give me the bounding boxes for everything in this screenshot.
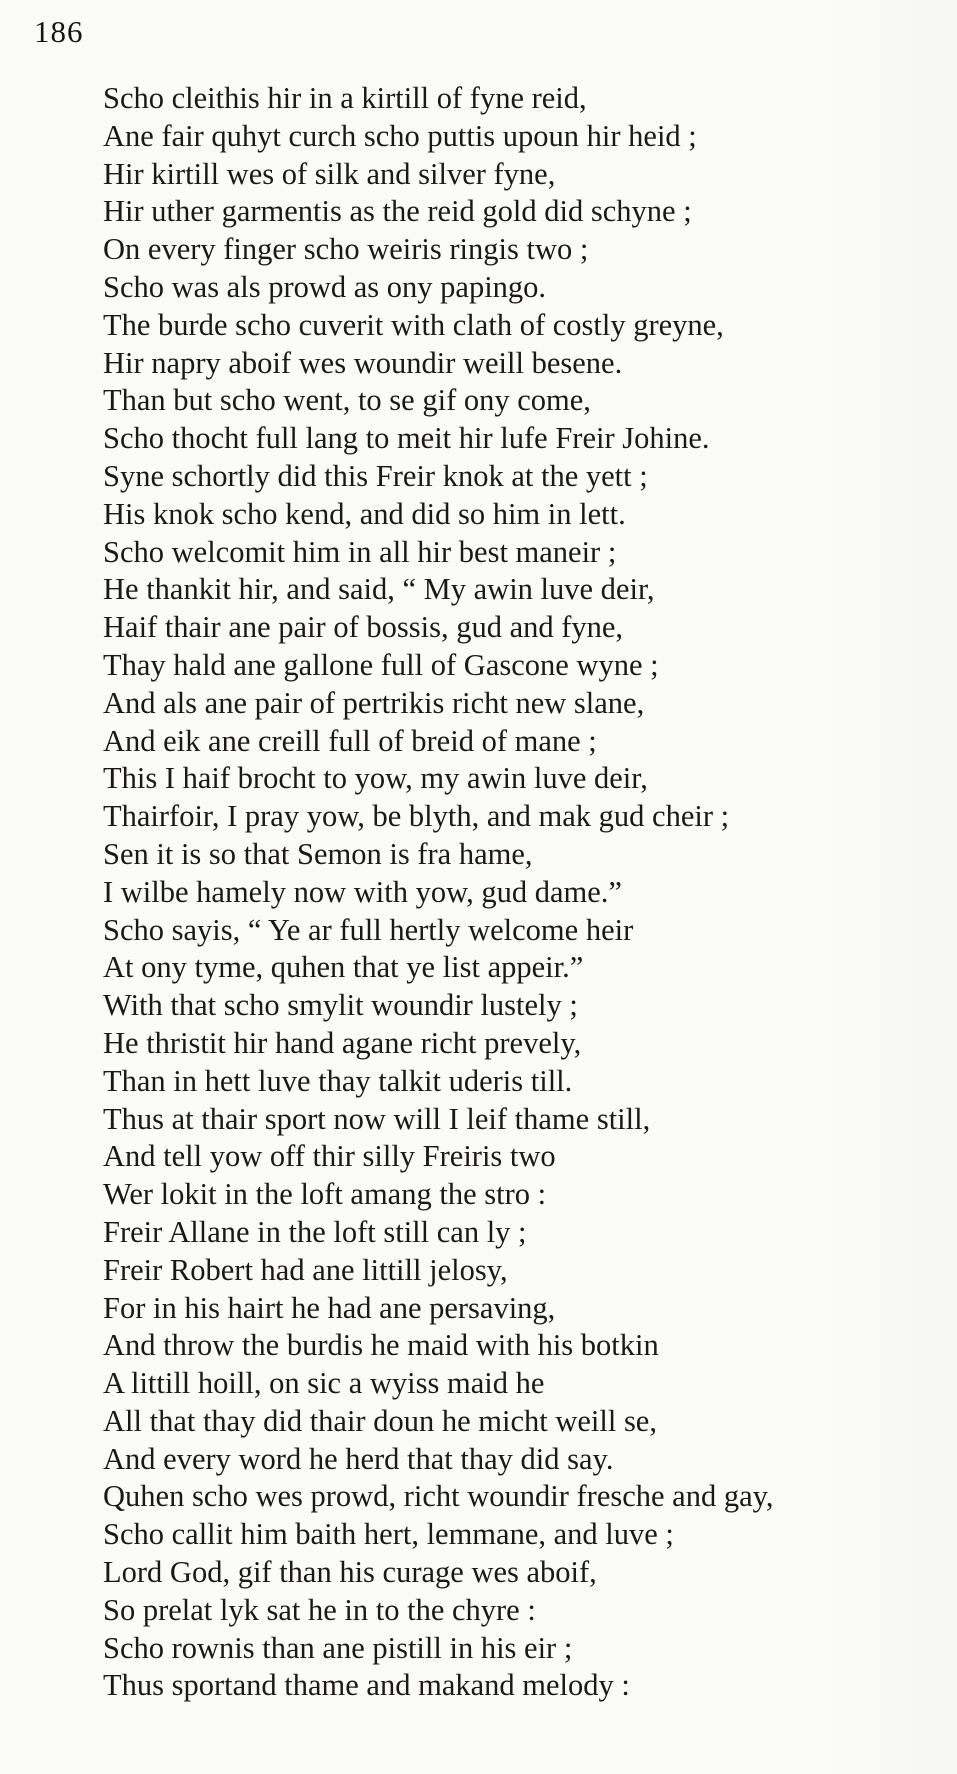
poem-line: Scho sayis, “ Ye ar full hertly welcome heir	[103, 912, 634, 947]
poem-line: Scho rownis than ane pistill in his eir ;	[103, 1630, 573, 1665]
poem-line: Lord God, gif than his curage wes aboif,	[103, 1555, 597, 1590]
poem-line: Thus sportand thame and makand melody :	[103, 1668, 630, 1703]
poem-line: All that thay did thair doun he micht weill se,	[103, 1403, 657, 1438]
poem-line: Scho callit him baith hert, lemmane, and luve ;	[103, 1517, 674, 1552]
poem-line: Scho was als prowd as ony papingo.	[103, 269, 547, 304]
poem-line: Thay hald ane gallone full of Gascone wyne ;	[103, 647, 659, 682]
poem-line: Hir napry aboif wes woundir weill besene.	[103, 345, 623, 380]
poem-line: Thairfoir, I pray yow, be blyth, and mak gud cheir ;	[103, 799, 730, 834]
poem-line: And tell yow off thir silly Freiris two	[103, 1139, 556, 1174]
poem-line: Than in hett luve thay talkit uderis till.	[103, 1063, 573, 1098]
poem-line: Haif thair ane pair of bossis, gud and fyne,	[103, 610, 624, 645]
poem-line: Freir Allane in the loft still can ly ;	[103, 1214, 527, 1249]
poem-line: For in his hairt he had ane persaving,	[103, 1290, 556, 1325]
poem-line: Scho thocht full lang to meit hir lufe Freir Johine.	[103, 421, 710, 456]
poem-line: A littill hoill, on sic a wyiss maid he	[103, 1366, 545, 1401]
poem-line: On every finger scho weiris ringis two ;	[103, 232, 589, 267]
poem-line: He thristit hir hand agane richt prevely,	[103, 1025, 582, 1060]
poem-text	[103, 80, 933, 1705]
poem-line: Syne schortly did this Freir knok at the yett ;	[103, 458, 648, 493]
poem-line: And als ane pair of pertrikis richt new slane,	[103, 685, 645, 720]
poem-line: His knok scho kend, and did so him in lett.	[103, 496, 626, 531]
poem-line: Sen it is so that Semon is fra hame,	[103, 836, 533, 871]
poem-line: Ane fair quhyt curch scho puttis upoun hir heid ;	[103, 118, 697, 153]
poem-line: This I haif brocht to yow, my awin luve deir,	[103, 761, 648, 796]
poem-line: Quhen scho wes prowd, richt woundir fresche and gay,	[103, 1479, 774, 1514]
poem-line: At ony tyme, quhen that ye list appeir.”	[103, 950, 584, 985]
poem-line: He thankit hir, and said, “ My awin luve deir,	[103, 572, 655, 607]
poem-line: And every word he herd that thay did say.	[103, 1441, 614, 1476]
poem-line: Thus at thair sport now will I leif thame still,	[103, 1101, 651, 1136]
poem-line: The burde scho cuverit with clath of costly greyne,	[103, 307, 724, 342]
poem-line: Scho cleithis hir in a kirtill of fyne reid,	[103, 81, 587, 115]
poem-line: With that scho smylit woundir lustely ;	[103, 988, 578, 1023]
poem-line: And throw the burdis he maid with his botkin	[103, 1328, 659, 1363]
poem-line: I wilbe hamely now with yow, gud dame.”	[103, 874, 622, 909]
poem-line: Hir kirtill wes of silk and silver fyne,	[103, 156, 556, 191]
poem-line: And eik ane creill full of breid of mane ;	[103, 723, 597, 758]
poem-line: Wer lokit in the loft amang the stro :	[103, 1177, 547, 1212]
poem-line: Freir Robert had ane littill jelosy,	[103, 1252, 508, 1287]
poem-line: Than but scho went, to se gif ony come,	[103, 383, 591, 418]
poem-line: So prelat lyk sat he in to the chyre :	[103, 1592, 536, 1627]
poem-line: Scho welcomit him in all hir best maneir ;	[103, 534, 617, 569]
poem-line: Hir uther garmentis as the reid gold did schyne ;	[103, 194, 692, 229]
page-number: 186	[34, 14, 84, 49]
